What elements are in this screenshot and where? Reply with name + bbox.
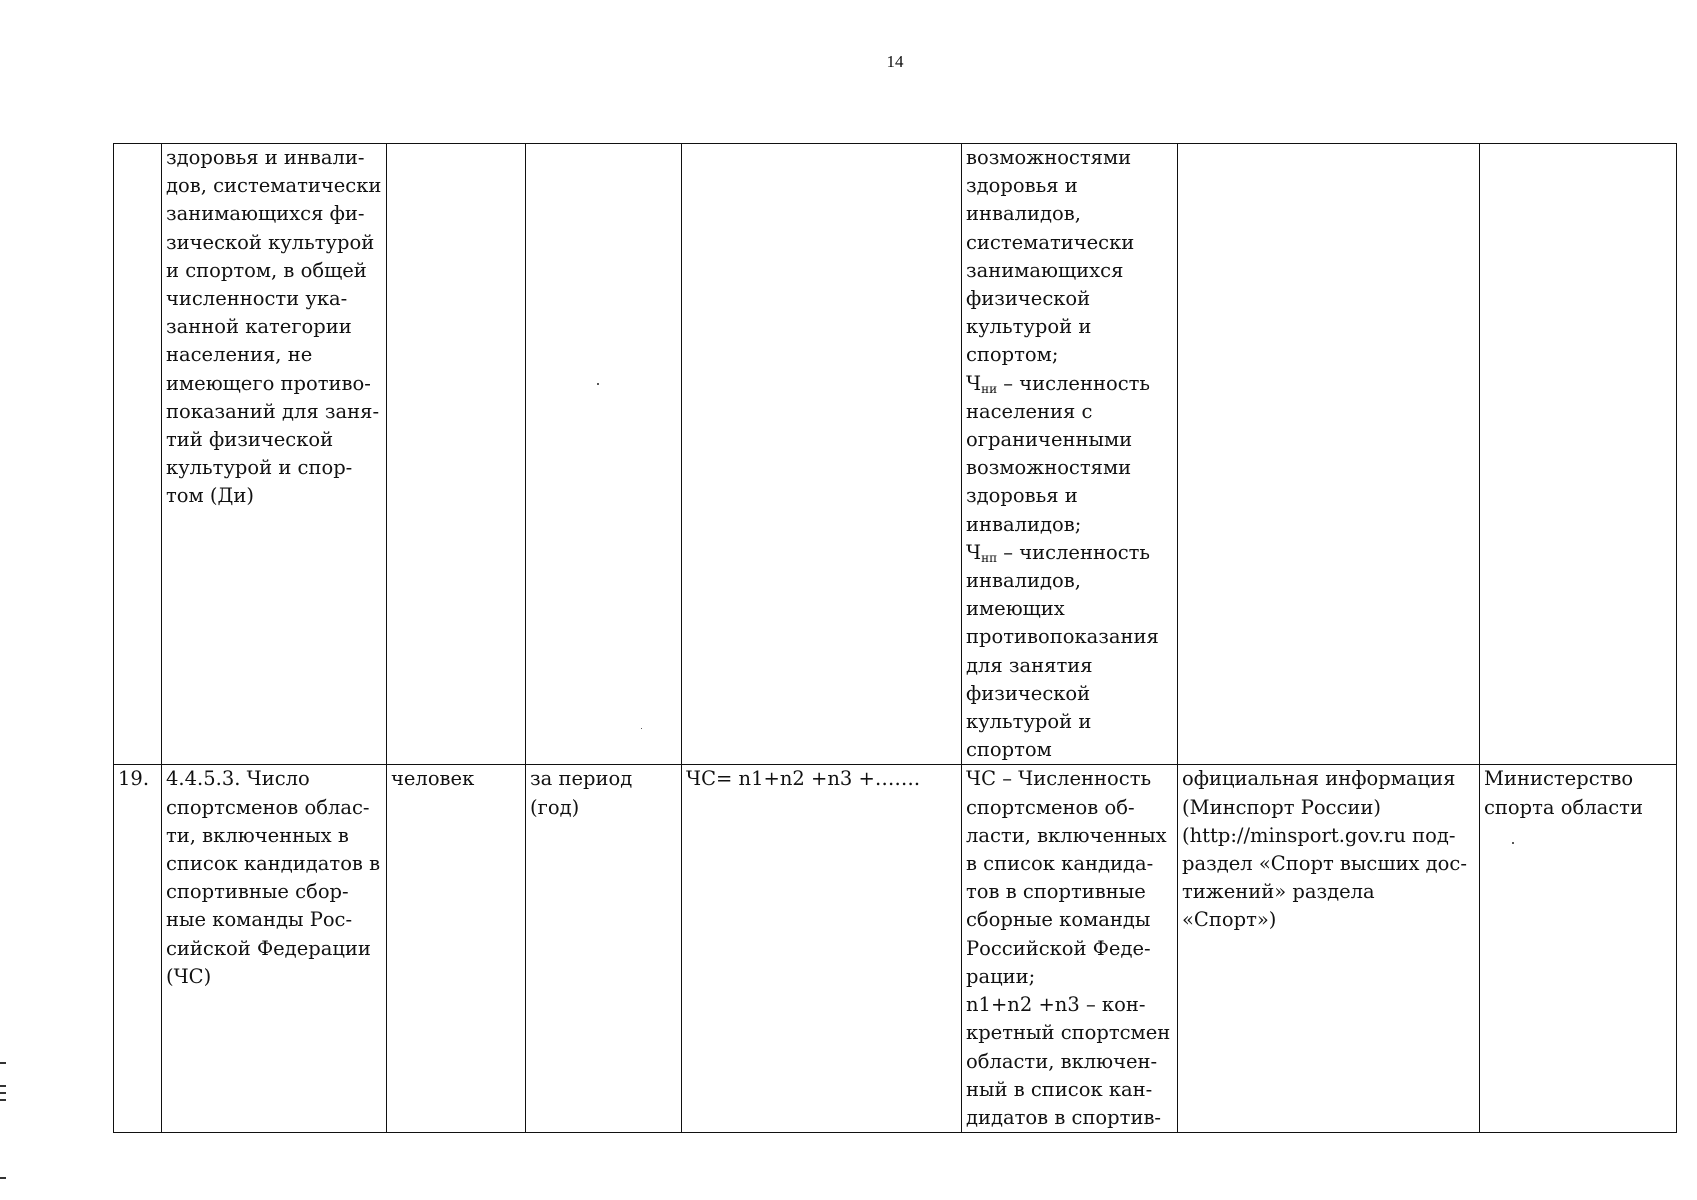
unit-cell: человек	[387, 765, 526, 1133]
symbol-chni: Ч	[966, 371, 982, 395]
period-cell	[526, 144, 682, 765]
definitions-cell	[962, 144, 1178, 765]
definitions-part-2: – численность населения с ограниченными возможностями здоровья и инвалидов;	[966, 371, 1151, 536]
responsible-cell	[1480, 144, 1677, 765]
scan-edge-mark	[0, 1099, 6, 1101]
row-number-cell	[114, 144, 162, 765]
definitions-part-1: возможностями здоровья и инвалидов, систематически занимающихся физической культурой и спортом;	[966, 146, 1135, 367]
symbol-chnp-subscript: нп	[981, 550, 998, 565]
scan-speck	[1512, 842, 1514, 844]
indicator-cell: 4.4.5.3. Число спортсменов облас- ти, включенных в список кандидатов в спортивные сбор- ные команды Рос- сийской Федерации (ЧС)	[162, 765, 387, 1133]
scan-edge-mark	[0, 1177, 6, 1179]
definitions-cell: ЧС – Численность спортсменов об- ласти, включенных в список кандида- тов в спортивные сборные команды Российской Феде- рации; n1+n2 +n3 – кон- кретный спортсмен области, включен- ный в список кан- дидатов в спортив-	[962, 765, 1178, 1133]
page-number: 14	[886, 52, 904, 71]
source-cell: официальная информация (Минспорт России) (http://minsport.gov.ru под- раздел «Спорт высших дос- тижений» раздела «Спорт»)	[1178, 765, 1480, 1133]
source-cell	[1178, 144, 1480, 765]
symbol-chnp: Ч	[966, 540, 982, 564]
formula-cell: ЧС= n1+n2 +n3 +…….	[682, 765, 962, 1133]
period-cell: за период (год)	[526, 765, 682, 1133]
unit-cell	[387, 144, 526, 765]
responsible-cell: Министерство спорта области	[1480, 765, 1677, 1133]
indicators-table	[113, 143, 1677, 1133]
definitions-part-3: – численность инвалидов, имеющих противопоказания для занятия физической культурой и спортом	[966, 540, 1159, 762]
table-row	[114, 144, 1677, 765]
symbol-chni-subscript: ни	[981, 381, 998, 396]
row-number-cell: 19.	[114, 765, 162, 1133]
indicator-cell: здоровья и инвали- дов, систематически занимающихся фи- зической культурой и спортом, в общей численности ука- занной категории населения, не имеющего противо- показаний для заня- тий физической культурой и спор- том (Ди)	[162, 144, 387, 765]
table-row	[114, 765, 1677, 1133]
scan-speck	[641, 728, 642, 729]
scan-edge-mark	[0, 1085, 6, 1087]
formula-cell	[682, 144, 962, 765]
scan-speck	[597, 383, 599, 385]
scan-edge-mark	[0, 1092, 6, 1094]
scan-edge-mark	[0, 1062, 6, 1064]
